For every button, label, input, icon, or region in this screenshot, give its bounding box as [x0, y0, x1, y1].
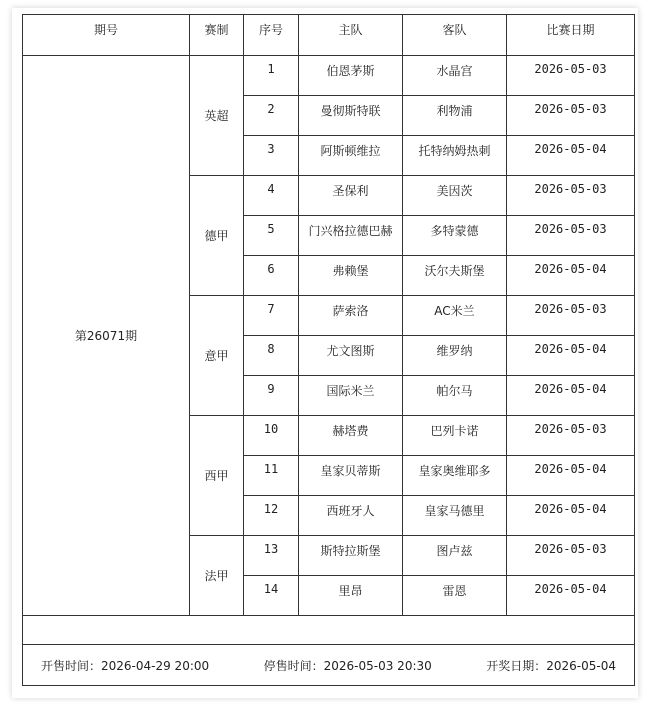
home-team-cell: 赫塔费 — [299, 416, 403, 456]
match-date-cell: 2026-05-03 — [507, 96, 635, 136]
seq-cell: 9 — [244, 376, 299, 416]
match-date-cell: 2026-05-04 — [507, 376, 635, 416]
match-date-cell: 2026-05-04 — [507, 256, 635, 296]
home-team-cell: 尤文图斯 — [299, 336, 403, 376]
seq-cell: 13 — [244, 536, 299, 576]
home-team-cell: 伯恩茅斯 — [299, 56, 403, 96]
seq-cell: 4 — [244, 176, 299, 216]
away-team-cell: 利物浦 — [403, 96, 507, 136]
seq-cell: 1 — [244, 56, 299, 96]
footer-cell — [23, 645, 635, 686]
match-date-cell: 2026-05-03 — [507, 216, 635, 256]
sale-start-time: 开售时间：2026-04-29 20:00 — [41, 658, 210, 673]
match-date-cell: 2026-05-03 — [507, 56, 635, 96]
sale-stop-time: 停售时间：2026-05-03 20:30 — [263, 658, 432, 673]
home-team-cell: 门兴格拉德巴赫 — [299, 216, 403, 256]
away-team-cell: 美因茨 — [403, 176, 507, 216]
match-date-cell: 2026-05-03 — [507, 176, 635, 216]
home-team-cell: 西班牙人 — [299, 496, 403, 536]
home-team-cell: 弗赖堡 — [299, 256, 403, 296]
league-cell: 英超 — [190, 56, 244, 176]
table-row — [23, 56, 635, 96]
away-team-cell: 托特纳姆热刺 — [403, 136, 507, 176]
away-team-cell: 图卢兹 — [403, 536, 507, 576]
home-team-cell: 皇家贝蒂斯 — [299, 456, 403, 496]
seq-cell: 3 — [244, 136, 299, 176]
draw-date: 开奖日期：2026-05-04 — [486, 658, 616, 673]
match-date-cell: 2026-05-03 — [507, 416, 635, 456]
header-period: 期号 — [23, 15, 190, 56]
away-team-cell: 多特蒙德 — [403, 216, 507, 256]
match-date-cell: 2026-05-04 — [507, 576, 635, 616]
match-date-cell: 2026-05-03 — [507, 296, 635, 336]
home-team-cell: 斯特拉斯堡 — [299, 536, 403, 576]
match-date-cell: 2026-05-04 — [507, 136, 635, 176]
seq-cell: 7 — [244, 296, 299, 336]
away-team-cell: 皇家奥维耶多 — [403, 456, 507, 496]
away-team-cell: 沃尔夫斯堡 — [403, 256, 507, 296]
seq-cell: 11 — [244, 456, 299, 496]
match-date-cell: 2026-05-04 — [507, 336, 635, 376]
seq-cell: 6 — [244, 256, 299, 296]
header-league: 赛制 — [190, 15, 244, 56]
home-team-cell: 曼彻斯特联 — [299, 96, 403, 136]
header-away: 客队 — [403, 15, 507, 56]
away-team-cell: 维罗纳 — [403, 336, 507, 376]
spacer-row — [23, 616, 635, 645]
match-date-cell: 2026-05-03 — [507, 536, 635, 576]
home-team-cell: 圣保利 — [299, 176, 403, 216]
home-team-cell: 里昂 — [299, 576, 403, 616]
home-team-cell: 阿斯顿维拉 — [299, 136, 403, 176]
seq-cell: 12 — [244, 496, 299, 536]
away-team-cell: 雷恩 — [403, 576, 507, 616]
home-team-cell: 国际米兰 — [299, 376, 403, 416]
header-seq: 序号 — [244, 15, 299, 56]
header-row — [23, 15, 635, 56]
seq-cell: 14 — [244, 576, 299, 616]
away-team-cell: 巴列卡诺 — [403, 416, 507, 456]
league-cell: 意甲 — [190, 296, 244, 416]
away-team-cell: 帕尔马 — [403, 376, 507, 416]
footer-info — [41, 657, 616, 674]
period-cell: 第26071期 — [23, 56, 190, 616]
footer-row — [23, 645, 635, 686]
home-team-cell: 萨索洛 — [299, 296, 403, 336]
league-cell: 西甲 — [190, 416, 244, 536]
match-schedule-table — [22, 14, 635, 686]
match-date-cell: 2026-05-04 — [507, 456, 635, 496]
away-team-cell: 皇家马德里 — [403, 496, 507, 536]
seq-cell: 2 — [244, 96, 299, 136]
away-team-cell: 水晶宫 — [403, 56, 507, 96]
seq-cell: 5 — [244, 216, 299, 256]
header-date: 比赛日期 — [507, 15, 635, 56]
league-cell: 德甲 — [190, 176, 244, 296]
seq-cell: 8 — [244, 336, 299, 376]
away-team-cell: AC米兰 — [403, 296, 507, 336]
match-date-cell: 2026-05-04 — [507, 496, 635, 536]
seq-cell: 10 — [244, 416, 299, 456]
spacer-cell — [23, 616, 635, 645]
league-cell: 法甲 — [190, 536, 244, 616]
header-home: 主队 — [299, 15, 403, 56]
